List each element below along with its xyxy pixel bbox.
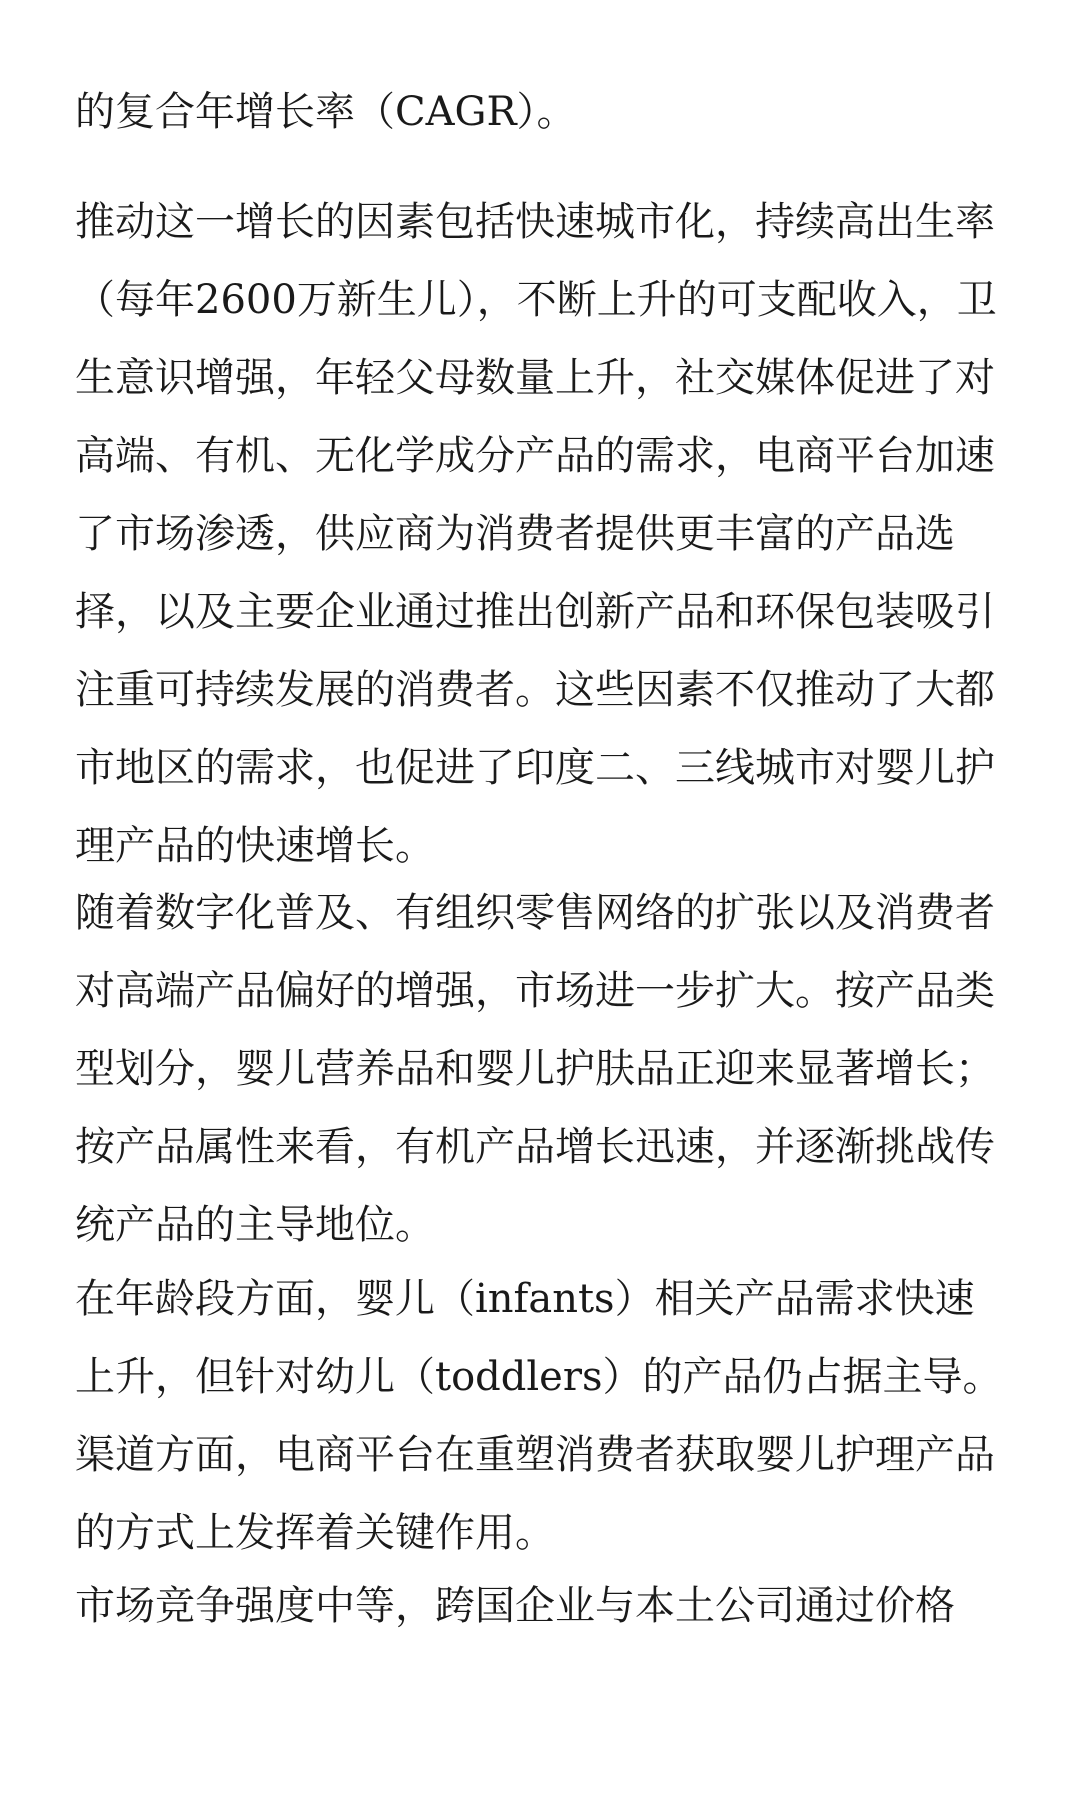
paragraph: 推动这一增长的因素包括快速城市化，持续高出生率（每年2600万新生儿），不断上升的可支配收入，卫生意识增强，年轻父母数量上升，社交媒体促进了对高端、有机、无化学成分产品的需求，电商平台加速了市场渗透，供应商为消费者提供更丰富的产品选择，以及主要企业通过推出创新产品和环保包装吸引注重可持续发展的消费者。这些因素不仅推动了大都市地区的需求，也促进了印度二、三线城市对婴儿护理产品的快速增长。 bbox=[75, 199, 997, 869]
paragraph: 随着数字化普及、有组织零售网络的扩张以及消费者对高端产品偏好的增强，市场进一步扩大。按产品类型划分，婴儿营养品和婴儿护肤品正迎来显著增长；按产品属性来看，有机产品增长迅速，并逐渐挑战传统产品的主导地位。 bbox=[75, 890, 995, 1248]
paragraph: 市场竞争强度中等，跨国企业与本土公司通过价格 bbox=[75, 1583, 955, 1629]
paragraph: 的复合年增长率（CAGR）。 bbox=[75, 89, 577, 135]
paragraph: 在年龄段方面，婴儿（infants）相关产品需求快速上升，但针对幼儿（toddlers）的产品仍占据主导。渠道方面，电商平台在重塑消费者获取婴儿护理产品的方式上发挥着关键作用。 bbox=[75, 1276, 1003, 1556]
